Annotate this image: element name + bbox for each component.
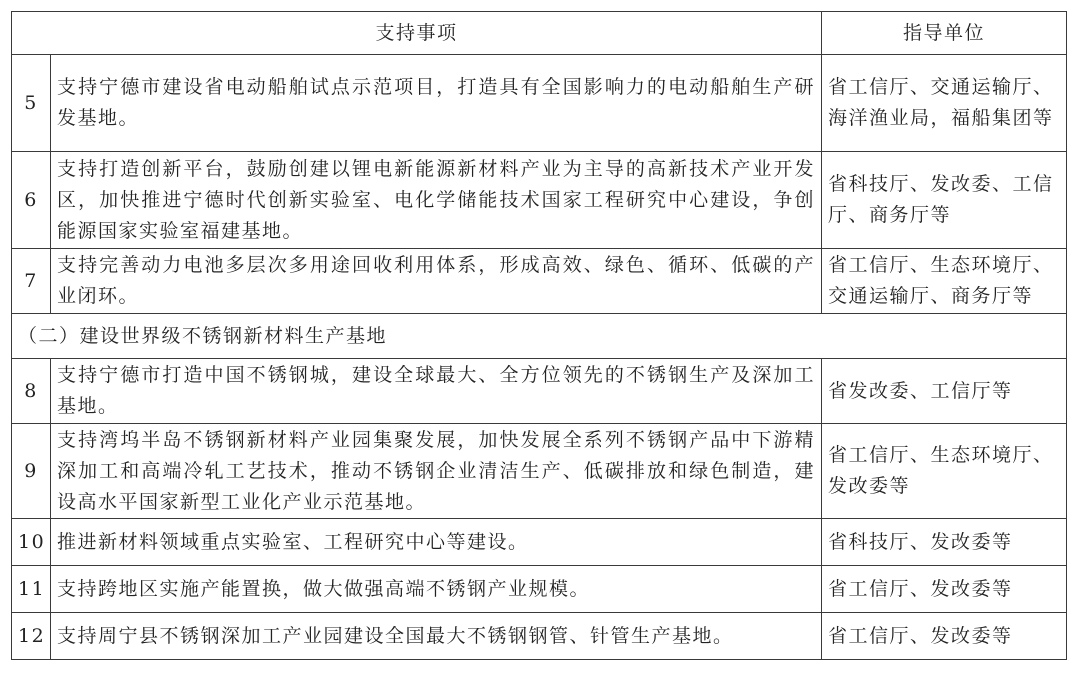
table-row: [12, 249, 1067, 314]
policy-support-table: [11, 11, 1067, 660]
row-guiding-unit: 省工信厅、交通运输厅、海洋渔业局，福船集团等: [822, 55, 1067, 152]
row-number: 8: [12, 359, 51, 424]
row-number: 6: [12, 152, 51, 249]
row-support-item: 支持湾坞半岛不锈钢新材料产业园集聚发展，加快发展全系列不锈钢产品中下游精深加工和高端冷轧工艺技术，推动不锈钢企业清洁生产、低碳排放和绿色制造，建设高水平国家新型工业化产业示范基地。: [51, 424, 822, 519]
row-number: 5: [12, 55, 51, 152]
row-guiding-unit: 省工信厅、生态环境厅、发改委等: [822, 424, 1067, 519]
table-row: [12, 566, 1067, 613]
row-guiding-unit: 省工信厅、发改委等: [822, 613, 1067, 660]
section-row: [12, 314, 1067, 359]
row-support-item: 支持周宁县不锈钢深加工产业园建设全国最大不锈钢钢管、针管生产基地。: [51, 613, 822, 660]
table-row: [12, 359, 1067, 424]
table-row: [12, 519, 1067, 566]
row-guiding-unit: 省工信厅、发改委等: [822, 566, 1067, 613]
row-number: 7: [12, 249, 51, 314]
row-support-item: 支持跨地区实施产能置换，做大做强高端不锈钢产业规模。: [51, 566, 822, 613]
row-guiding-unit: 省工信厅、生态环境厅、交通运输厅、商务厅等: [822, 249, 1067, 314]
table-row: [12, 55, 1067, 152]
row-number: 12: [12, 613, 51, 660]
table-header-row: [12, 12, 1067, 55]
row-guiding-unit: 省发改委、工信厅等: [822, 359, 1067, 424]
row-number: 9: [12, 424, 51, 519]
table-row: [12, 613, 1067, 660]
row-guiding-unit: 省科技厅、发改委、工信厅、商务厅等: [822, 152, 1067, 249]
row-guiding-unit: 省科技厅、发改委等: [822, 519, 1067, 566]
row-support-item: 支持完善动力电池多层次多用途回收利用体系，形成高效、绿色、循环、低碳的产业闭环。: [51, 249, 822, 314]
row-number: 10: [12, 519, 51, 566]
row-support-item: 支持宁德市打造中国不锈钢城，建设全球最大、全方位领先的不锈钢生产及深加工基地。: [51, 359, 822, 424]
section-title: （二）建设世界级不锈钢新材料生产基地: [12, 314, 1067, 359]
row-number: 11: [12, 566, 51, 613]
table-row: [12, 152, 1067, 249]
table-row: [12, 424, 1067, 519]
row-support-item: 推进新材料领域重点实验室、工程研究中心等建设。: [51, 519, 822, 566]
row-support-item: 支持打造创新平台，鼓励创建以锂电新能源新材料产业为主导的高新技术产业开发区，加快推进宁德时代创新实验室、电化学储能技术国家工程研究中心建设，争创能源国家实验室福建基地。: [51, 152, 822, 249]
header-guiding-unit: 指导单位: [822, 12, 1067, 55]
header-support-item: 支持事项: [12, 12, 822, 55]
row-support-item: 支持宁德市建设省电动船舶试点示范项目，打造具有全国影响力的电动船舶生产研发基地。: [51, 55, 822, 152]
